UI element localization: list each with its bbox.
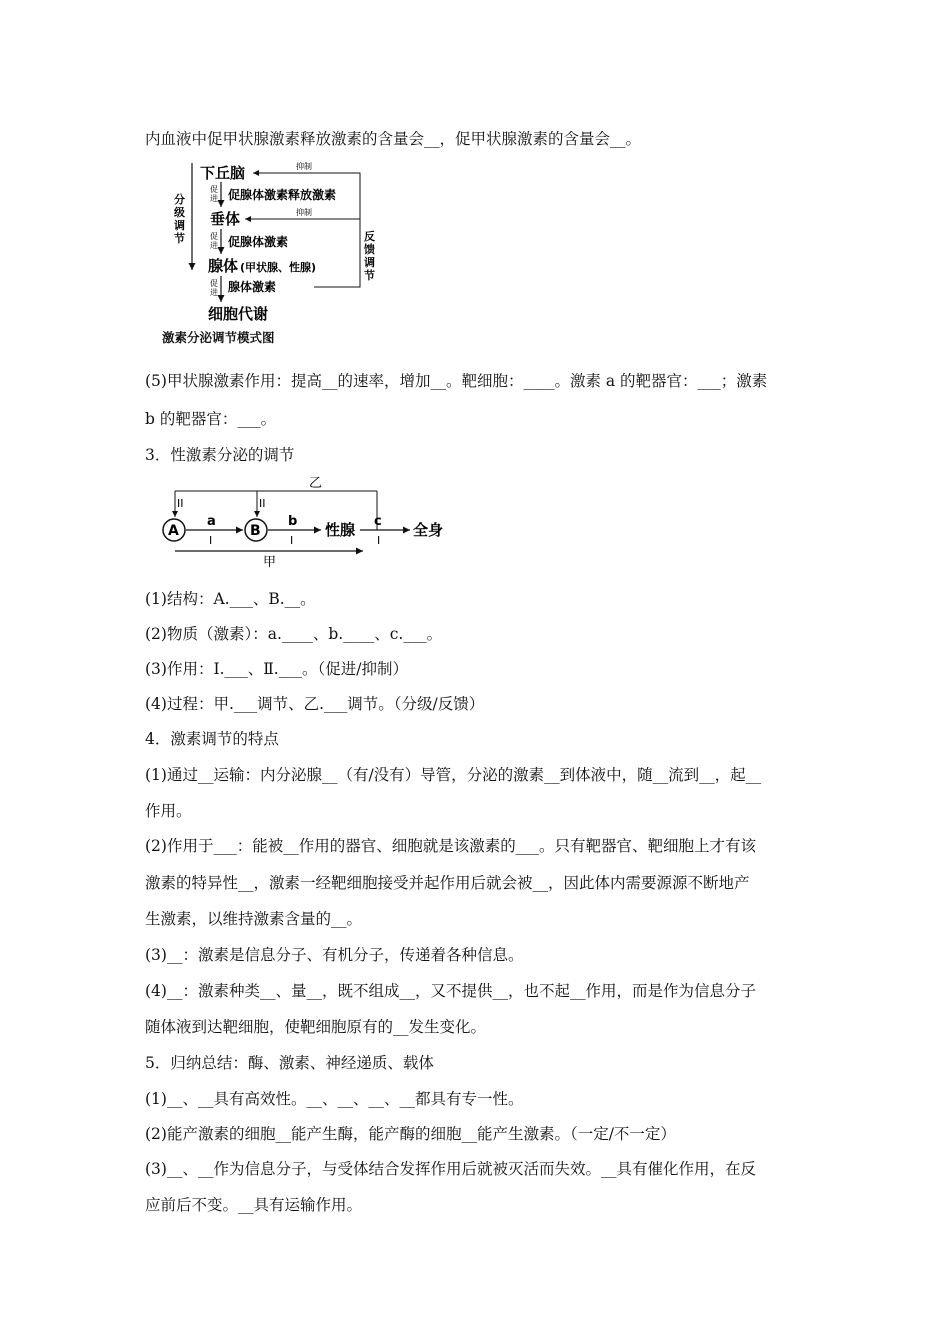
text-line: 作用。	[145, 802, 192, 820]
roman-1: I	[377, 534, 381, 547]
text-line: (2)物质（激素）：a.____、b.____、c.___。	[145, 625, 443, 643]
feedback-label: 节	[364, 269, 375, 282]
node-pituitary: 垂体	[210, 210, 241, 228]
text-line: (4)过程：甲.___调节、乙.___调节。（分级/反馈）	[145, 695, 485, 713]
roman-2: II	[259, 497, 266, 510]
node-gonad: 性腺	[325, 521, 356, 539]
hierarchical-label: 节	[174, 232, 185, 245]
promote-label: 进	[210, 288, 218, 297]
feedback-label: 反	[364, 230, 375, 243]
text-line: (1)结构：A.___、B.__。	[145, 590, 316, 608]
node-gland: 腺体	[208, 257, 239, 275]
hormone-regulation-diagram	[150, 158, 390, 328]
text-line: (3)作用：Ⅰ.___、Ⅱ.___。（促进/抑制）	[145, 660, 408, 678]
text-line: (1)通过__运输：内分泌腺__（有/没有）导管，分泌的激素__到体液中，随__流到__，起__	[145, 766, 762, 784]
hormone-b: b	[288, 514, 298, 529]
node-b: B	[250, 523, 261, 539]
text-line: 激素的特异性__，激素一经靶细胞接受并起作用后就会被__，因此体内需要源源不断地产	[145, 874, 750, 892]
path-jia: 甲	[263, 555, 277, 570]
text-line: 内血液中促甲状腺激素释放激素的含量会__，促甲状腺激素的含量会__。	[145, 130, 642, 148]
hierarchical-label: 分	[174, 193, 185, 206]
inhibit-label: 抑制	[296, 162, 312, 171]
text-line: (4)__：激素种类__、量__，既不组成__，又不提供__，也不起__作用，而是作为信息分子	[145, 982, 756, 1000]
promote-label: 促	[210, 232, 218, 241]
text-line: 应前后不变。__具有运输作用。	[145, 1196, 363, 1214]
text-line: (3)__、__作为信息分子，与受体结合发挥作用后就被灭活而失效。__具有催化作用，在反	[145, 1160, 756, 1178]
hormone-label: 腺体激素	[228, 280, 277, 294]
node-a: A	[168, 523, 179, 539]
roman-2: II	[177, 497, 184, 510]
hormone-label: 促腺体激素释放激素	[228, 188, 337, 202]
promote-label: 促	[210, 185, 218, 194]
roman-1: I	[290, 534, 294, 547]
text-line: b 的靶器官：___。	[145, 410, 277, 428]
node-whole-body: 全身	[413, 521, 444, 539]
hierarchical-label: 级	[174, 206, 185, 219]
text-line: (1)__、__具有高效性。__、__、__、__都具有专一性。	[145, 1090, 524, 1108]
diagram-caption: 激素分泌调节模式图	[162, 330, 275, 345]
promote-label: 进	[210, 194, 218, 203]
feedback-label: 馈	[364, 243, 375, 256]
promote-label: 促	[210, 279, 218, 288]
promote-label: 进	[210, 241, 218, 250]
hormone-label: 促腺体激素	[228, 235, 289, 249]
roman-1: I	[209, 534, 213, 547]
text-line: (3)__：激素是信息分子、有机分子，传递着各种信息。	[145, 946, 524, 964]
hormone-c: c	[374, 514, 382, 529]
sex-hormone-diagram	[155, 474, 465, 570]
path-yi: 乙	[309, 476, 323, 491]
feedback-label: 调	[364, 256, 375, 269]
text-line: (2)作用于___：能被__作用的器官、细胞就是该激素的___。只有靶器官、靶细胞上才有该	[145, 837, 756, 855]
node-cell-metabolism: 细胞代谢	[208, 305, 269, 323]
inhibit-label: 抑制	[296, 208, 312, 217]
text-line: (2)能产激素的细胞__能产生酶，能产酶的细胞__能产生激素。（一定/不一定）	[145, 1125, 676, 1143]
section-heading: 3．性激素分泌的调节	[145, 446, 295, 464]
section-heading: 4．激素调节的特点	[145, 730, 279, 748]
hierarchical-label: 调	[174, 219, 185, 232]
section-heading: 5．归纳总结：酶、激素、神经递质、载体	[145, 1054, 434, 1072]
node-gland-detail: (甲状腺、性腺)	[240, 261, 317, 274]
text-line: 随体液到达靶细胞，使靶细胞原有的__发生变化。	[145, 1018, 487, 1036]
text-line: 生激素，以维持激素含量的__。	[145, 910, 363, 928]
text-line: (5)甲状腺激素作用：提高__的速率，增加__。靶细胞：____。激素 a 的靶器官：___；激素	[145, 372, 768, 390]
hormone-a: a	[207, 514, 216, 529]
node-hypothalamus: 下丘脑	[200, 164, 246, 182]
